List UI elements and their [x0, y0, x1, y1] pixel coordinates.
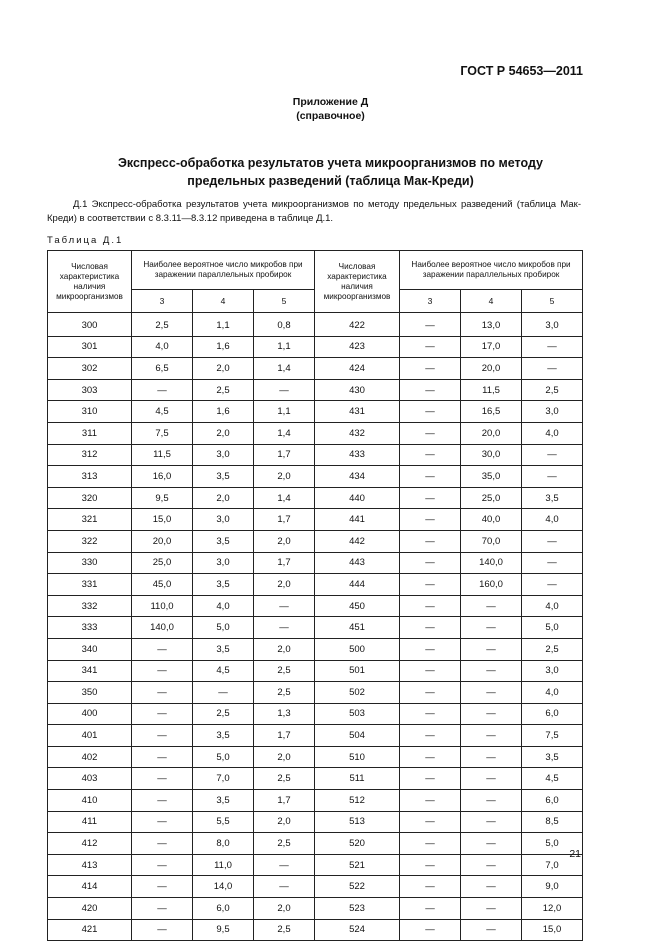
table-cell: — — [400, 768, 461, 790]
table-cell: 11,5 — [461, 379, 522, 401]
table-row — [48, 509, 583, 531]
table-cell: 350 — [48, 682, 132, 704]
table-cell: 400 — [48, 703, 132, 725]
table-cell: 45,0 — [132, 574, 193, 596]
table-cell: 0,8 — [254, 313, 315, 337]
table-cell: 443 — [315, 552, 400, 574]
table-cell: 411 — [48, 811, 132, 833]
table-cell: 512 — [315, 790, 400, 812]
table-cell: 433 — [315, 444, 400, 466]
table-cell: 521 — [315, 854, 400, 876]
table-cell: 302 — [48, 358, 132, 380]
table-caption: Таблица Д.1 — [47, 235, 124, 246]
table-cell: 313 — [48, 466, 132, 488]
table-cell: 4,0 — [522, 422, 583, 444]
table-cell: 414 — [48, 876, 132, 898]
table-cell: 13,0 — [461, 313, 522, 337]
table-cell: — — [461, 725, 522, 747]
table-cell: — — [461, 790, 522, 812]
table-cell: 410 — [48, 790, 132, 812]
table-cell: 2,5 — [254, 682, 315, 704]
table-cell: — — [254, 617, 315, 639]
table-cell: 4,5 — [522, 768, 583, 790]
table-cell: 11,5 — [132, 444, 193, 466]
header-mpn: Наиболее вероятное число микробов при заражении параллельных пробирок — [132, 251, 315, 290]
table-cell: — — [400, 444, 461, 466]
table-cell: 160,0 — [461, 574, 522, 596]
table-row — [48, 617, 583, 639]
table-cell: 402 — [48, 746, 132, 768]
table-row — [48, 466, 583, 488]
table-cell: 35,0 — [461, 466, 522, 488]
table-cell: — — [254, 876, 315, 898]
table-cell: — — [461, 898, 522, 920]
header-characteristic-2: Числовая характеристика наличия микроорганизмов — [315, 251, 400, 313]
subheader-3: 3 — [132, 290, 193, 313]
table-cell: 2,5 — [254, 660, 315, 682]
table-cell: — — [254, 595, 315, 617]
table-cell: — — [400, 313, 461, 337]
table-row — [48, 898, 583, 920]
table-cell: — — [461, 660, 522, 682]
table-cell: — — [461, 768, 522, 790]
table-cell: 1,7 — [254, 790, 315, 812]
table-row — [48, 401, 583, 423]
table-cell: 7,0 — [522, 854, 583, 876]
subheader-5b: 5 — [522, 290, 583, 313]
table-cell: 2,5 — [132, 313, 193, 337]
table-cell: 504 — [315, 725, 400, 747]
table-cell: 331 — [48, 574, 132, 596]
table-cell: 7,5 — [522, 725, 583, 747]
table-cell: 1,1 — [193, 313, 254, 337]
table-cell: 401 — [48, 725, 132, 747]
table-cell: 6,5 — [132, 358, 193, 380]
table-cell: — — [461, 811, 522, 833]
table-cell: 413 — [48, 854, 132, 876]
table-row — [48, 811, 583, 833]
table-cell: — — [132, 919, 193, 941]
table-row — [48, 530, 583, 552]
table-cell: 332 — [48, 595, 132, 617]
table-cell: 12,0 — [522, 898, 583, 920]
table-cell: — — [132, 833, 193, 855]
table-cell: 450 — [315, 595, 400, 617]
table-cell: 301 — [48, 336, 132, 358]
section-title-line1: Экспресс-обработка результатов учета микроорганизмов по методу — [118, 156, 543, 170]
table-row — [48, 703, 583, 725]
table-cell: — — [400, 790, 461, 812]
table-cell: 8,5 — [522, 811, 583, 833]
table-cell: 4,0 — [522, 509, 583, 531]
table-cell: 3,5 — [522, 487, 583, 509]
table-row — [48, 422, 583, 444]
table-cell: 2,0 — [254, 898, 315, 920]
table-cell: 2,5 — [522, 638, 583, 660]
table-cell: 1,1 — [254, 336, 315, 358]
table-cell: — — [461, 682, 522, 704]
table-cell: 422 — [315, 313, 400, 337]
standard-number: ГОСТ Р 54653—2011 — [460, 64, 583, 78]
table-cell: 3,0 — [193, 444, 254, 466]
table-cell: 9,0 — [522, 876, 583, 898]
table-cell: 423 — [315, 336, 400, 358]
table-cell: — — [400, 552, 461, 574]
table-cell: — — [132, 682, 193, 704]
table-cell: — — [400, 638, 461, 660]
table-cell: 442 — [315, 530, 400, 552]
table-cell: — — [461, 638, 522, 660]
subheader-4b: 4 — [461, 290, 522, 313]
table-cell: 1,7 — [254, 552, 315, 574]
table-cell: 140,0 — [461, 552, 522, 574]
table-cell: — — [132, 854, 193, 876]
table-cell: 432 — [315, 422, 400, 444]
table-cell: — — [132, 746, 193, 768]
table-cell: 15,0 — [132, 509, 193, 531]
table-cell: — — [400, 854, 461, 876]
table-cell: 1,4 — [254, 358, 315, 380]
table-row — [48, 444, 583, 466]
table-cell: 140,0 — [132, 617, 193, 639]
table-cell: 2,0 — [254, 466, 315, 488]
table-cell: — — [400, 682, 461, 704]
subheader-3b: 3 — [400, 290, 461, 313]
table-cell: 403 — [48, 768, 132, 790]
table-row — [48, 313, 583, 337]
table-cell: 9,5 — [132, 487, 193, 509]
table-cell: — — [461, 919, 522, 941]
table-cell: 2,0 — [254, 574, 315, 596]
subheader-5: 5 — [254, 290, 315, 313]
table-cell: 502 — [315, 682, 400, 704]
table-row — [48, 574, 583, 596]
table-cell: 6,0 — [193, 898, 254, 920]
table-cell: 14,0 — [193, 876, 254, 898]
table-cell: 4,0 — [522, 682, 583, 704]
table-cell: 310 — [48, 401, 132, 423]
table-row — [48, 595, 583, 617]
table-cell: 333 — [48, 617, 132, 639]
table-cell: 1,7 — [254, 509, 315, 531]
table-cell: 500 — [315, 638, 400, 660]
table-cell: — — [400, 530, 461, 552]
table-cell: 2,5 — [193, 703, 254, 725]
table-cell: — — [400, 703, 461, 725]
table-cell: — — [400, 422, 461, 444]
table-cell: — — [400, 833, 461, 855]
table-cell: — — [132, 876, 193, 898]
table-row — [48, 746, 583, 768]
table-cell: — — [193, 682, 254, 704]
table-cell: 11,0 — [193, 854, 254, 876]
table-cell: — — [522, 530, 583, 552]
table-cell: 16,5 — [461, 401, 522, 423]
table-cell: 2,5 — [254, 919, 315, 941]
table-cell: 25,0 — [461, 487, 522, 509]
table-cell: — — [461, 833, 522, 855]
table-cell: — — [461, 595, 522, 617]
table-row — [48, 660, 583, 682]
table-cell: — — [132, 790, 193, 812]
table-cell: 8,0 — [193, 833, 254, 855]
table-cell: — — [254, 854, 315, 876]
table-cell: — — [132, 768, 193, 790]
table-cell: 1,7 — [254, 444, 315, 466]
table-cell: — — [461, 746, 522, 768]
table-cell: — — [400, 660, 461, 682]
table-cell: 441 — [315, 509, 400, 531]
table-cell: — — [400, 595, 461, 617]
table-cell: 4,0 — [522, 595, 583, 617]
table-cell: 15,0 — [522, 919, 583, 941]
table-cell: 110,0 — [132, 595, 193, 617]
table-cell: 2,0 — [254, 811, 315, 833]
table-cell: — — [400, 379, 461, 401]
table-cell: 430 — [315, 379, 400, 401]
table-cell: 523 — [315, 898, 400, 920]
table-cell: 1,4 — [254, 422, 315, 444]
table-cell: 2,0 — [193, 487, 254, 509]
table-cell: 6,0 — [522, 790, 583, 812]
table-cell: — — [132, 638, 193, 660]
section-title — [0, 154, 661, 190]
table-cell: 3,0 — [522, 313, 583, 337]
table-cell: 3,0 — [522, 401, 583, 423]
table-cell: — — [522, 358, 583, 380]
table-row — [48, 725, 583, 747]
table-cell: — — [461, 876, 522, 898]
table-row — [48, 336, 583, 358]
table-cell: 2,0 — [193, 422, 254, 444]
table-cell: 2,0 — [254, 530, 315, 552]
table-cell: 510 — [315, 746, 400, 768]
table-row — [48, 552, 583, 574]
table-cell: 4,5 — [132, 401, 193, 423]
table-cell: 340 — [48, 638, 132, 660]
table-cell: 1,6 — [193, 401, 254, 423]
table-row — [48, 768, 583, 790]
table-cell: 3,5 — [193, 725, 254, 747]
table-cell: 522 — [315, 876, 400, 898]
table-cell: 2,0 — [193, 358, 254, 380]
table-cell: 16,0 — [132, 466, 193, 488]
table-cell: 451 — [315, 617, 400, 639]
table-cell: — — [400, 358, 461, 380]
table-cell: 20,0 — [132, 530, 193, 552]
table-cell: 2,5 — [254, 768, 315, 790]
table-row — [48, 638, 583, 660]
table-cell: — — [132, 379, 193, 401]
table-cell: — — [400, 466, 461, 488]
mccrady-table — [47, 250, 583, 941]
table-cell: 434 — [315, 466, 400, 488]
table-cell: 311 — [48, 422, 132, 444]
table-cell: 2,5 — [193, 379, 254, 401]
table-cell: 1,1 — [254, 401, 315, 423]
table-cell: — — [522, 444, 583, 466]
table-cell: 3,0 — [193, 552, 254, 574]
table-cell: 5,0 — [193, 617, 254, 639]
table-cell: 4,0 — [193, 595, 254, 617]
table-cell: 1,3 — [254, 703, 315, 725]
table-cell: 7,0 — [193, 768, 254, 790]
table-cell: 424 — [315, 358, 400, 380]
table-cell: — — [400, 509, 461, 531]
table-cell: — — [132, 703, 193, 725]
table-cell: 440 — [315, 487, 400, 509]
table-cell: — — [132, 660, 193, 682]
table-cell: — — [522, 574, 583, 596]
table-cell: — — [400, 617, 461, 639]
table-cell: — — [461, 703, 522, 725]
table-row — [48, 682, 583, 704]
table-cell: — — [461, 617, 522, 639]
table-cell: — — [461, 854, 522, 876]
table-cell: 3,5 — [193, 574, 254, 596]
table-cell: 520 — [315, 833, 400, 855]
table-cell: 4,5 — [193, 660, 254, 682]
table-cell: 1,6 — [193, 336, 254, 358]
table-cell: 3,5 — [193, 466, 254, 488]
table-cell: 312 — [48, 444, 132, 466]
table-row — [48, 833, 583, 855]
table-row — [48, 790, 583, 812]
table-cell: 3,5 — [193, 790, 254, 812]
table-cell: 3,0 — [193, 509, 254, 531]
table-row — [48, 876, 583, 898]
header-characteristic: Числовая характеристика наличия микроорганизмов — [48, 251, 132, 313]
table-cell: — — [400, 336, 461, 358]
table-cell: — — [522, 336, 583, 358]
table-cell: — — [400, 919, 461, 941]
page-number: 21 — [569, 848, 581, 860]
table-cell: 503 — [315, 703, 400, 725]
table-cell: — — [400, 811, 461, 833]
section-title-line2: предельных разведений (таблица Мак-Креди) — [187, 174, 474, 188]
table-cell: 6,0 — [522, 703, 583, 725]
table-cell: 2,5 — [522, 379, 583, 401]
table-cell: — — [400, 898, 461, 920]
table-cell: — — [400, 401, 461, 423]
table-cell: — — [132, 725, 193, 747]
table-cell: 322 — [48, 530, 132, 552]
table-cell: 3,5 — [522, 746, 583, 768]
table-cell: — — [132, 898, 193, 920]
subheader-4: 4 — [193, 290, 254, 313]
table-cell: 3,5 — [193, 530, 254, 552]
table-cell: 7,5 — [132, 422, 193, 444]
table-cell: 5,0 — [522, 617, 583, 639]
table-cell: 524 — [315, 919, 400, 941]
table-cell: 513 — [315, 811, 400, 833]
table-cell: — — [522, 552, 583, 574]
table-cell: 3,0 — [522, 660, 583, 682]
table-cell: 330 — [48, 552, 132, 574]
table-cell: 1,4 — [254, 487, 315, 509]
table-cell: 4,0 — [132, 336, 193, 358]
table-cell: 2,0 — [254, 638, 315, 660]
table-cell: — — [400, 876, 461, 898]
table-row — [48, 379, 583, 401]
table-cell: — — [132, 811, 193, 833]
table-cell: 303 — [48, 379, 132, 401]
table-cell: 40,0 — [461, 509, 522, 531]
table-row — [48, 919, 583, 941]
table-cell: 5,0 — [193, 746, 254, 768]
table-cell: 5,5 — [193, 811, 254, 833]
table-cell: 3,5 — [193, 638, 254, 660]
table-cell: 431 — [315, 401, 400, 423]
table-cell: 70,0 — [461, 530, 522, 552]
table-cell: 1,7 — [254, 725, 315, 747]
table-cell: — — [400, 487, 461, 509]
table-cell: 20,0 — [461, 358, 522, 380]
table-row — [48, 854, 583, 876]
table-cell: — — [400, 725, 461, 747]
appendix-title: Приложение Д — [292, 96, 369, 108]
header-mpn-2: Наиболее вероятное число микробов при заражении параллельных пробирок — [400, 251, 583, 290]
table-row — [48, 487, 583, 509]
table-cell: 2,0 — [254, 746, 315, 768]
table-cell: 341 — [48, 660, 132, 682]
appendix-subtitle: (справочное) — [296, 110, 365, 122]
table-cell: 20,0 — [461, 422, 522, 444]
table-cell: 501 — [315, 660, 400, 682]
table-cell: 5,0 — [522, 833, 583, 855]
table-cell: 2,5 — [254, 833, 315, 855]
table-cell: 17,0 — [461, 336, 522, 358]
table-cell: 9,5 — [193, 919, 254, 941]
table-cell: 25,0 — [132, 552, 193, 574]
intro-paragraph: Д.1 Экспресс-обработка результатов учета микроорганизмов по методу предельных разведений (таблица Мак-Креди) в соответствии с 8.3.11—8.3.12 приведена в таблице Д.1. — [47, 199, 581, 224]
table-cell: 444 — [315, 574, 400, 596]
table-cell: 321 — [48, 509, 132, 531]
table-cell: 412 — [48, 833, 132, 855]
table-body — [48, 313, 583, 941]
table-cell: — — [400, 746, 461, 768]
table-cell: 300 — [48, 313, 132, 337]
table-cell: — — [400, 574, 461, 596]
table-cell: — — [522, 466, 583, 488]
table-cell: 320 — [48, 487, 132, 509]
table-row — [48, 358, 583, 380]
table-cell: 30,0 — [461, 444, 522, 466]
table-cell: 420 — [48, 898, 132, 920]
table-cell: — — [254, 379, 315, 401]
table-cell: 421 — [48, 919, 132, 941]
table-cell: 511 — [315, 768, 400, 790]
